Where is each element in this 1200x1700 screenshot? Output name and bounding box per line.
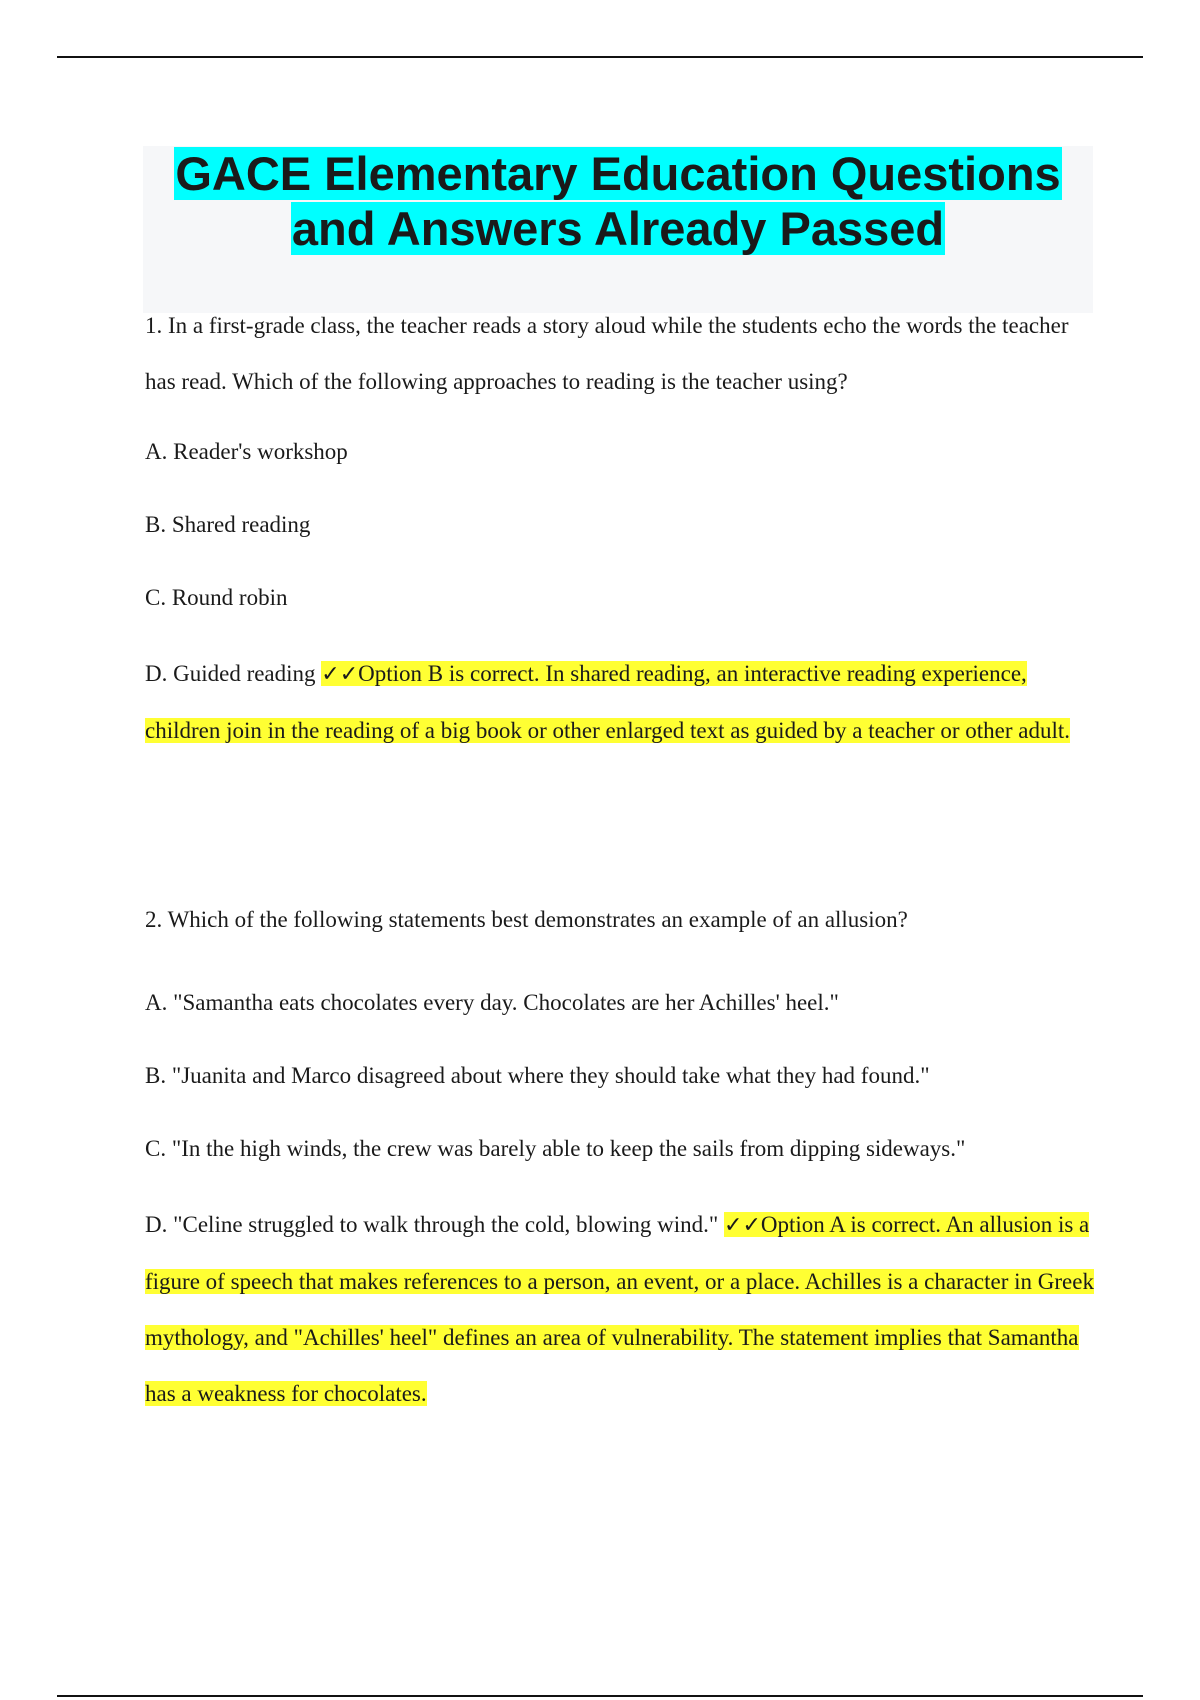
question-2 [145,907,1095,937]
option-d-text: D. "Celine struggled to walk through the cold, blowing wind." [145,1212,719,1237]
question-2-option-c [145,1136,1095,1166]
question-2-text: 2. Which of the following statements best demonstrates an example of an allusion? [145,907,908,932]
question-1 [145,298,1095,410]
question-1-answer-block [145,646,1095,759]
option-text: B. "Juanita and Marco disagreed about where they should take what they had found." [145,1063,930,1088]
document-title [143,146,1093,256]
top-rule [57,56,1143,58]
question-1-text: 1. In a first-grade class, the teacher reads a story aloud while the students echo the words the teacher has read. Which of the following approaches to reading is the teacher using? [145,313,1069,394]
question-2-answer-block [145,1197,1095,1422]
question-2-option-a [145,990,1095,1020]
title-line-1: GACE Elementary Education Questions [175,147,1061,200]
option-text: A. "Samantha eats chocolates every day. Chocolates are her Achilles' heel." [145,990,839,1015]
question-1-option-a [145,439,1095,469]
option-text: C. Round robin [145,585,288,610]
answer-text: Option A is correct. An allusion is a figure of speech that makes references to a person, an event, or a place. Achilles is a character in Greek mythology, and "Achilles' heel" defines an area of vulnerability. The statement implies that Samantha has a weakness for chocolates. [145,1212,1094,1406]
check-icon: ✓✓ [724,1213,761,1238]
bottom-rule [57,1695,1143,1697]
title-banner [143,146,1093,313]
answer-highlight [145,1212,1094,1406]
answer-paragraph [145,1197,1095,1422]
question-1-option-b [145,512,1095,542]
option-text: A. Reader's workshop [145,439,348,464]
option-text: B. Shared reading [145,512,311,537]
option-d-text: D. Guided reading [145,661,316,686]
answer-text: Option B is correct. In shared reading, an interactive reading experience, children join in the reading of a big book or other enlarged text as guided by a teacher or other adult. [145,661,1071,743]
option-text: C. "In the high winds, the crew was barely able to keep the sails from dipping sideways." [145,1136,966,1161]
question-1-option-c [145,585,1095,615]
answer-paragraph [145,646,1095,759]
question-2-option-b [145,1063,1095,1093]
title-line-2: and Answers Already Passed [291,202,945,255]
check-icon: ✓✓ [321,662,359,687]
